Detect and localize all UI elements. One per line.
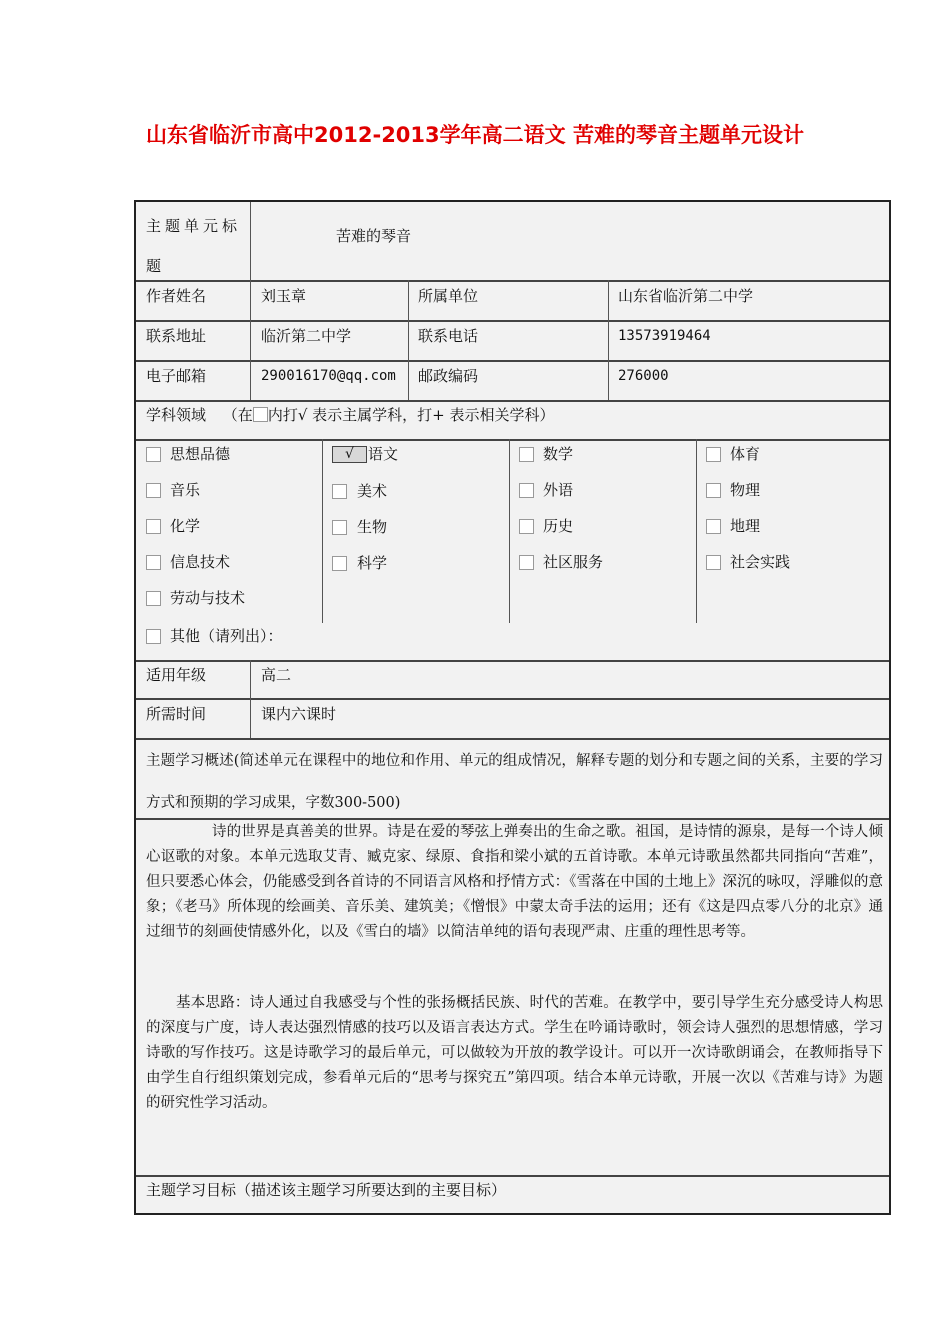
col-divider [322,439,323,623]
phone-label: 联系电话 [418,327,479,345]
col-divider [408,280,409,400]
unit-design-form [134,200,891,1215]
col-divider [608,280,609,400]
checkbox-foreign-language[interactable] [519,483,534,498]
col-divider [250,660,251,738]
col-divider [250,202,251,280]
subject-label: 信息技术 [170,553,231,571]
theme-title-label: 主题单元标题 [146,217,242,275]
subject-label: 社区服务 [543,553,604,571]
checkbox-history[interactable] [519,519,534,534]
email-value[interactable]: 290016170@qq.com [261,368,396,384]
phone-value[interactable]: 13573919464 [618,328,711,344]
subject-label: 生物 [357,518,388,536]
subject-area-hint-b: 内打√ 表示主属学科，打+ 表示相关学科） [267,406,555,424]
grade-label: 适用年级 [146,666,207,684]
subject-label: 历史 [543,517,574,535]
subject-label: 科学 [357,554,388,572]
row-divider [136,360,889,362]
subject-label: 外语 [543,481,574,499]
col-divider [509,439,510,623]
checkbox-chemistry[interactable] [146,519,161,534]
checkbox-pe[interactable] [706,447,721,462]
checkbox-other[interactable] [146,629,161,644]
subject-area-label: 学科领域 [146,406,207,424]
theme-title-value[interactable]: 苦难的琴音 [336,227,412,245]
checkbox-biology[interactable] [332,520,347,535]
subject-label: 劳动与技术 [170,589,246,607]
subject-area-hint-a: （在 [222,406,253,424]
subject-label: 社会实践 [730,553,791,571]
checkbox-physics[interactable] [706,483,721,498]
goals-header: 主题学习目标（描述该主题学习所要达到的主要目标） [146,1181,507,1199]
checkbox-it[interactable] [146,555,161,570]
row-divider [136,280,889,282]
document-title: 山东省临沂市高中2012-2013学年高二语文 苦难的琴音主题单元设计 [146,123,804,147]
subject-label: 思想品德 [170,445,231,463]
row-divider [136,320,889,322]
subject-area-header [146,405,554,425]
row-divider [136,1175,889,1177]
checkbox-science[interactable] [332,556,347,571]
address-label: 联系地址 [146,327,207,345]
subject-label: 体育 [730,445,761,463]
checkbox-social-practice[interactable] [706,555,721,570]
postcode-value[interactable]: 276000 [618,368,669,384]
subject-label: 数学 [543,445,574,463]
organization-value[interactable]: 山东省临沂第二中学 [618,287,754,305]
author-value[interactable]: 刘玉章 [261,287,307,305]
checkbox-labor-tech[interactable] [146,591,161,606]
time-label: 所需时间 [146,705,207,723]
time-value[interactable]: 课内六课时 [261,705,337,723]
checkbox-geography[interactable] [706,519,721,534]
address-value[interactable]: 临沂第二中学 [261,327,352,345]
checkbox-ideology[interactable] [146,447,161,462]
subject-label: 音乐 [170,481,201,499]
checkbox-community-service[interactable] [519,555,534,570]
row-divider [136,660,889,662]
grade-value[interactable]: 高二 [261,666,292,684]
row-divider [136,400,889,402]
col-divider [250,280,251,400]
checkbox-chinese-checked[interactable]: √ [332,446,367,463]
row-divider [136,698,889,700]
overview-header: 主题学习概述(简述单元在课程中的地位和作用、单元的组成情况，解释专题的划分和专题之间的关系，主要的学习方式和预期的学习成果，字数300-500) [146,753,883,811]
checkbox-art[interactable] [332,484,347,499]
subject-label: 化学 [170,517,201,535]
organization-label: 所属单位 [418,287,479,305]
subject-label: 物理 [730,481,761,499]
row-divider [136,439,889,441]
col-divider [696,439,697,623]
subject-label: 美术 [357,482,388,500]
postcode-label: 邮政编码 [418,367,479,385]
subject-label: 语文 [368,445,399,463]
legend-checkbox-icon [253,407,268,422]
subject-label: 地理 [730,517,761,535]
overview-paragraph-2[interactable]: 基本思路：诗人通过自我感受与个性的张扬概括民族、时代的苦难。在教学中，要引导学生充分感受诗人构思的深度与广度，诗人表达强烈情感的技巧以及语言表达方式。学生在吟诵诗歌时，领会诗人强烈的思想情感，学习诗歌的写作技巧。这是诗歌学习的最后单元，可以做较为开放的教学设计。可以开一次诗歌朗诵会，在教师指导下由学生自行组织策划完成，参看单元后的“思考与探究五”第四项。结合本单元诗歌，开展一次以《苦难与诗》为题的研究性学习活动。 [146,995,883,1111]
other-subject-label: 其他（请列出）： [170,627,283,645]
overview-paragraph-1[interactable]: 诗的世界是真善美的世界。诗是在爱的琴弦上弹奏出的生命之歌。祖国，是诗情的源泉，是每一个诗人倾心讴歌的对象。本单元选取艾青、臧克家、绿原、食指和梁小斌的五首诗歌。本单元诗歌虽然都共同指向“苦难”，但只要悉心体会，仍能感受到各首诗的不同语言风格和抒情方式：《雪落在中国的土地上》深沉的咏叹，浮雕似的意象；《老马》所体现的绘画美、音乐美、建筑美；《憎恨》中蒙太奇手法的运用；还有《这是四点零八分的北京》通过细节的刻画使情感外化，以及《雪白的墙》以简洁单纯的语句表现严肃、庄重的理性思考等。 [146,824,883,940]
checkbox-math[interactable] [519,447,534,462]
author-label: 作者姓名 [146,287,207,305]
checkbox-music[interactable] [146,483,161,498]
email-label: 电子邮箱 [146,367,207,385]
